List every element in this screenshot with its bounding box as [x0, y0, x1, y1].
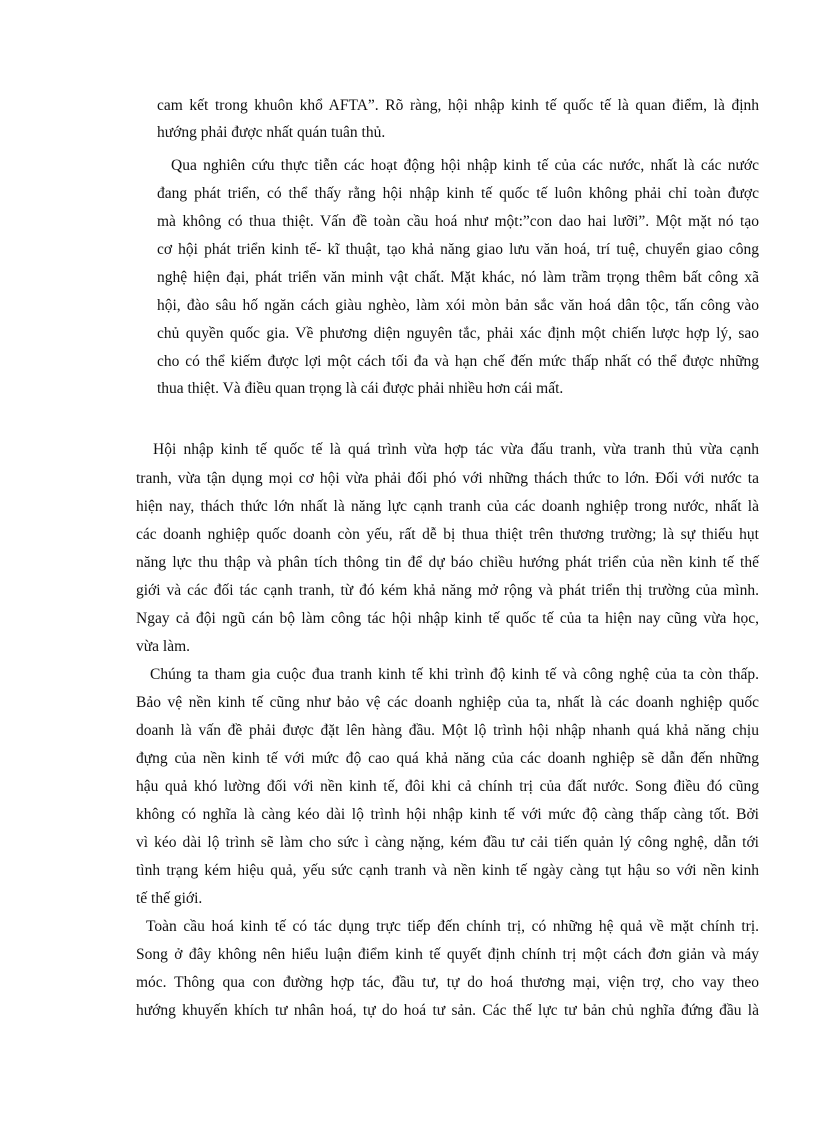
text-line: doanh là vấn đề phải được đặt lên hàng đầu. Một lộ trình hội nhập nhanh quá khả năng chịu — [136, 722, 759, 739]
text-line: nghệ hiện đại, phát triển văn minh vật chất. Mặt khác, nó làm trầm trọng thêm bất công xã — [157, 269, 759, 286]
text-line: mà không có thua thiệt. Vấn đề toàn cầu hoá như một:”con dao hai lưỡi”. Một mặt nó tạo — [157, 213, 759, 230]
text-line: tình trạng kém hiệu quả, yếu sức cạnh tranh và nền kinh tế ngày càng tụt hậu so với nền kinh — [136, 862, 759, 879]
text-line: giới và các đối tác cạnh tranh, từ đó kém khả năng mở rộng và phát triển thị trường của mình. — [136, 582, 759, 599]
text-line: thua thiệt. Và điều quan trọng là cái được phải nhiều hơn cái mất. — [157, 380, 564, 397]
text-line: cho có thể kiếm được lợi một cách tối đa và hạn chế đến mức thấp nhất có thể được những — [157, 353, 759, 370]
text-line: đang phát triển, có thể thấy rằng hội nhập kinh tế quốc tế luôn không phải chỉ toàn được — [157, 185, 759, 202]
text-line: vừa làm. — [136, 638, 191, 655]
text-line: hiện nay, thách thức lớn nhất là năng lực cạnh tranh của các doanh nghiệp trong nước, nhất là — [136, 498, 759, 515]
text-line: không có nghĩa là càng kéo dài lộ trình hội nhập kinh tế với mức độ càng thấp càng tốt. Bởi — [136, 806, 759, 823]
text-line: hội, đào sâu hố ngăn cách giàu nghèo, làm xói mòn bản sắc văn hoá dân tộc, tấn công vào — [157, 297, 759, 314]
text-line: tế thế giới. — [136, 890, 203, 907]
text-line: vì kéo dài lộ trình sẽ làm cho sức ì càng nặng, kém đầu tư cải tiến quản lý công nghệ, dẫn tới — [136, 834, 759, 851]
text-line: cơ hội phát triển kinh tế- kĩ thuật, tạo khả năng giao lưu văn hoá, trí tuệ, chuyển giao công — [157, 241, 759, 258]
text-line: Toàn cầu hoá kinh tế có tác dụng trực tiếp đến chính trị, có những hệ quả về mặt chính trị. — [146, 918, 759, 935]
text-line: tranh, vừa tận dụng mọi cơ hội vừa phải đối phó với những thách thức to lớn. Đối với nước ta — [136, 470, 759, 487]
text-line: năng lực thu thập và phân tích thông tin để dự báo chiều hướng phát triển của nền kinh tế thế — [136, 554, 759, 571]
text-line: đựng của nền kinh tế với mức độ cao quá khả năng của các doanh nghiệp sẽ dẫn đến những — [136, 750, 759, 767]
text-line: các doanh nghiệp quốc doanh còn yếu, rất dễ bị thua thiệt trên thương trường; là sự thiếu hụt — [136, 526, 759, 543]
text-line: cam kết trong khuôn khổ AFTA”. Rõ ràng, hội nhập kinh tế quốc tế là quan điểm, là định — [157, 97, 759, 114]
text-line: Qua nghiên cứu thực tiễn các hoạt động hội nhập kinh tế của các nước, nhất là các nước — [171, 157, 759, 174]
text-line: móc. Thông qua con đường hợp tác, đầu tư, tự do hoá thương mại, viện trợ, cho vay theo — [136, 974, 759, 991]
text-line: hướng khuyến khích tư nhân hoá, tự do hoá tư sản. Các thế lực tư bản chủ nghĩa đứng đầu là — [136, 1002, 759, 1019]
text-line: Bảo vệ nền kinh tế cũng như bảo vệ các doanh nghiệp của ta, nhất là các doanh nghiệp quốc — [136, 694, 759, 711]
text-line: Song ở đây không nên hiểu luận điểm kinh tế quyết định chính trị một cách đơn giản và máy — [136, 946, 759, 963]
text-line: Chúng ta tham gia cuộc đua tranh kinh tế khi trình độ kinh tế và công nghệ của ta còn thấp. — [150, 666, 759, 683]
text-line: chủ quyền quốc gia. Về phương diện nguyên tắc, phải xác định một chiến lược hợp lý, sao — [157, 325, 759, 342]
text-line: Ngay cả đội ngũ cán bộ làm công tác hội nhập kinh tế quốc tế của ta hiện nay cũng vừa học, — [136, 610, 759, 627]
text-line: Hội nhập kinh tế quốc tế là quá trình vừa hợp tác vừa đấu tranh, vừa tranh thủ vừa cạnh — [153, 441, 759, 458]
text-line: hướng phải được nhất quán tuân thủ. — [157, 124, 386, 141]
text-line: hậu quả khó lường đối với nền kinh tế, đôi khi cả chính trị của đất nước. Song điều đó cũng — [136, 778, 759, 795]
